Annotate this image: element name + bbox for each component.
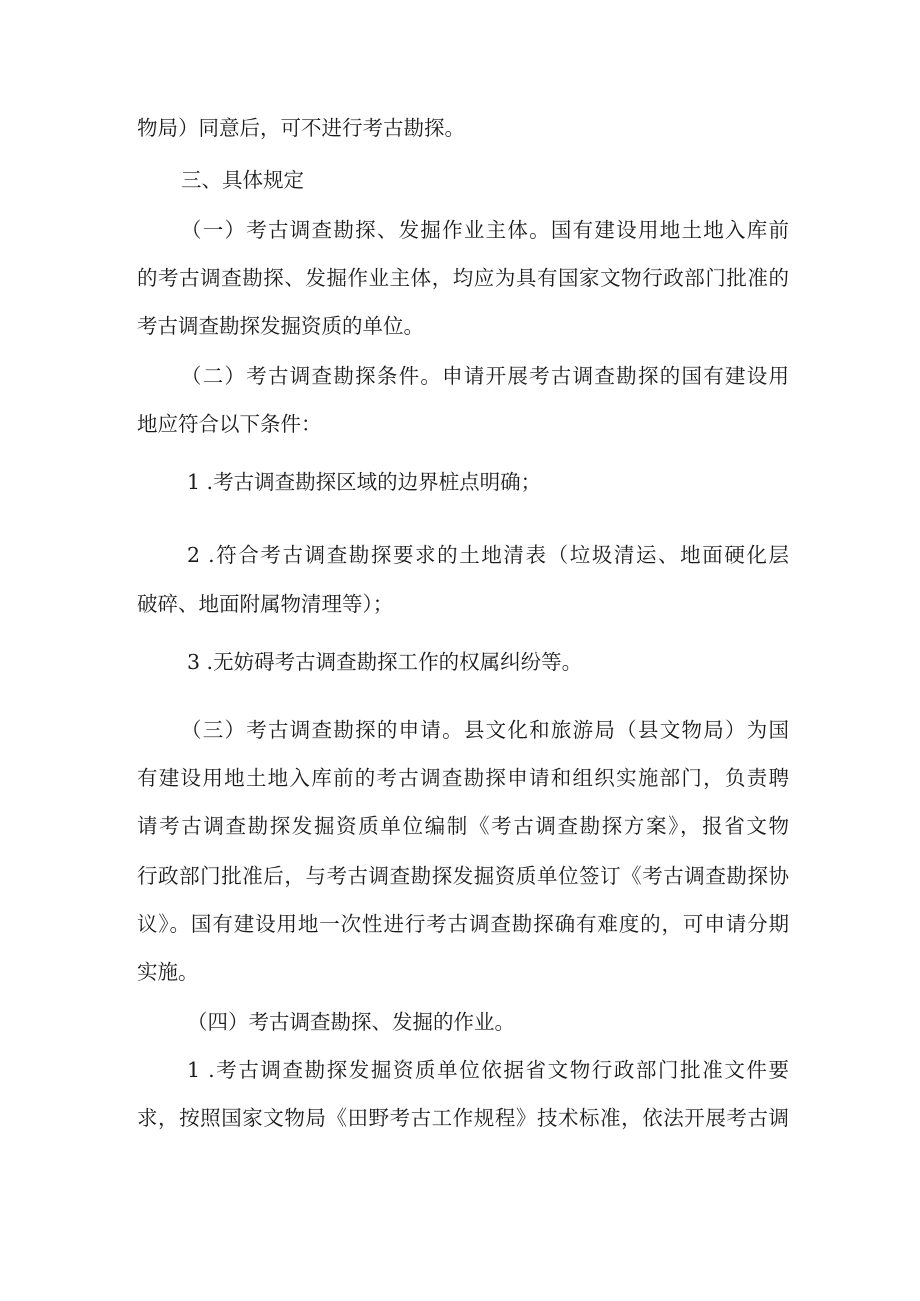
text-line: 请考古调查勘探发掘资质单位编制《考古调查勘探方案》，报省文物 (137, 814, 789, 838)
list-item: 2 .符合考古调查勘探要求的土地清表（垃圾清运、地面硬化层 (187, 543, 789, 567)
list-item: 1 .考古调查勘探发掘资质单位依据省文物行政部门批准文件要 (187, 1058, 789, 1082)
text-line: 实施。 (137, 960, 199, 984)
text-line: 破碎、地面附属物清理等）； (137, 592, 394, 616)
section-heading: （四）考古调查勘探、发掘的作业。 (187, 1010, 515, 1034)
text-line: （一）考古调查勘探、发掘作业主体。国有建设用地土地入库前 (181, 218, 789, 242)
text-line: 的考古调查勘探、发掘作业主体，均应为具有国家文物行政部门批准的 (137, 266, 789, 290)
text-line: （三）考古调查勘探的申请。县文化和旅游局（县文物局）为国 (181, 718, 789, 742)
text-line: 议》。国有建设用地一次性进行考古调查勘探确有难度的，可申请分期 (137, 912, 789, 936)
list-item: 1 .考古调查勘探区域的边界桩点明确； (187, 470, 542, 494)
section-heading: 三、具体规定 (181, 168, 304, 192)
text-line: 求，按照国家文物局《田野考古工作规程》技术标准，依法开展考古调 (137, 1106, 789, 1130)
text-line: 地应符合以下条件： (137, 412, 322, 436)
text-line: 行政部门批准后，与考古调查勘探发掘资质单位签订《考古调查勘探协 (137, 864, 789, 888)
text-line: （二）考古调查勘探条件。申请开展考古调查勘探的国有建设用 (181, 364, 789, 388)
list-item: 3 .无妨碍考古调查勘探工作的权属纠纷等。 (187, 650, 583, 674)
text-line: 物局）同意后，可不进行考古勘探。 (137, 116, 465, 140)
text-line: 考古调查勘探发掘资质的单位。 (137, 314, 424, 338)
text-line: 有建设用地土地入库前的考古调查勘探申请和组织实施部门，负责聘 (137, 766, 789, 790)
